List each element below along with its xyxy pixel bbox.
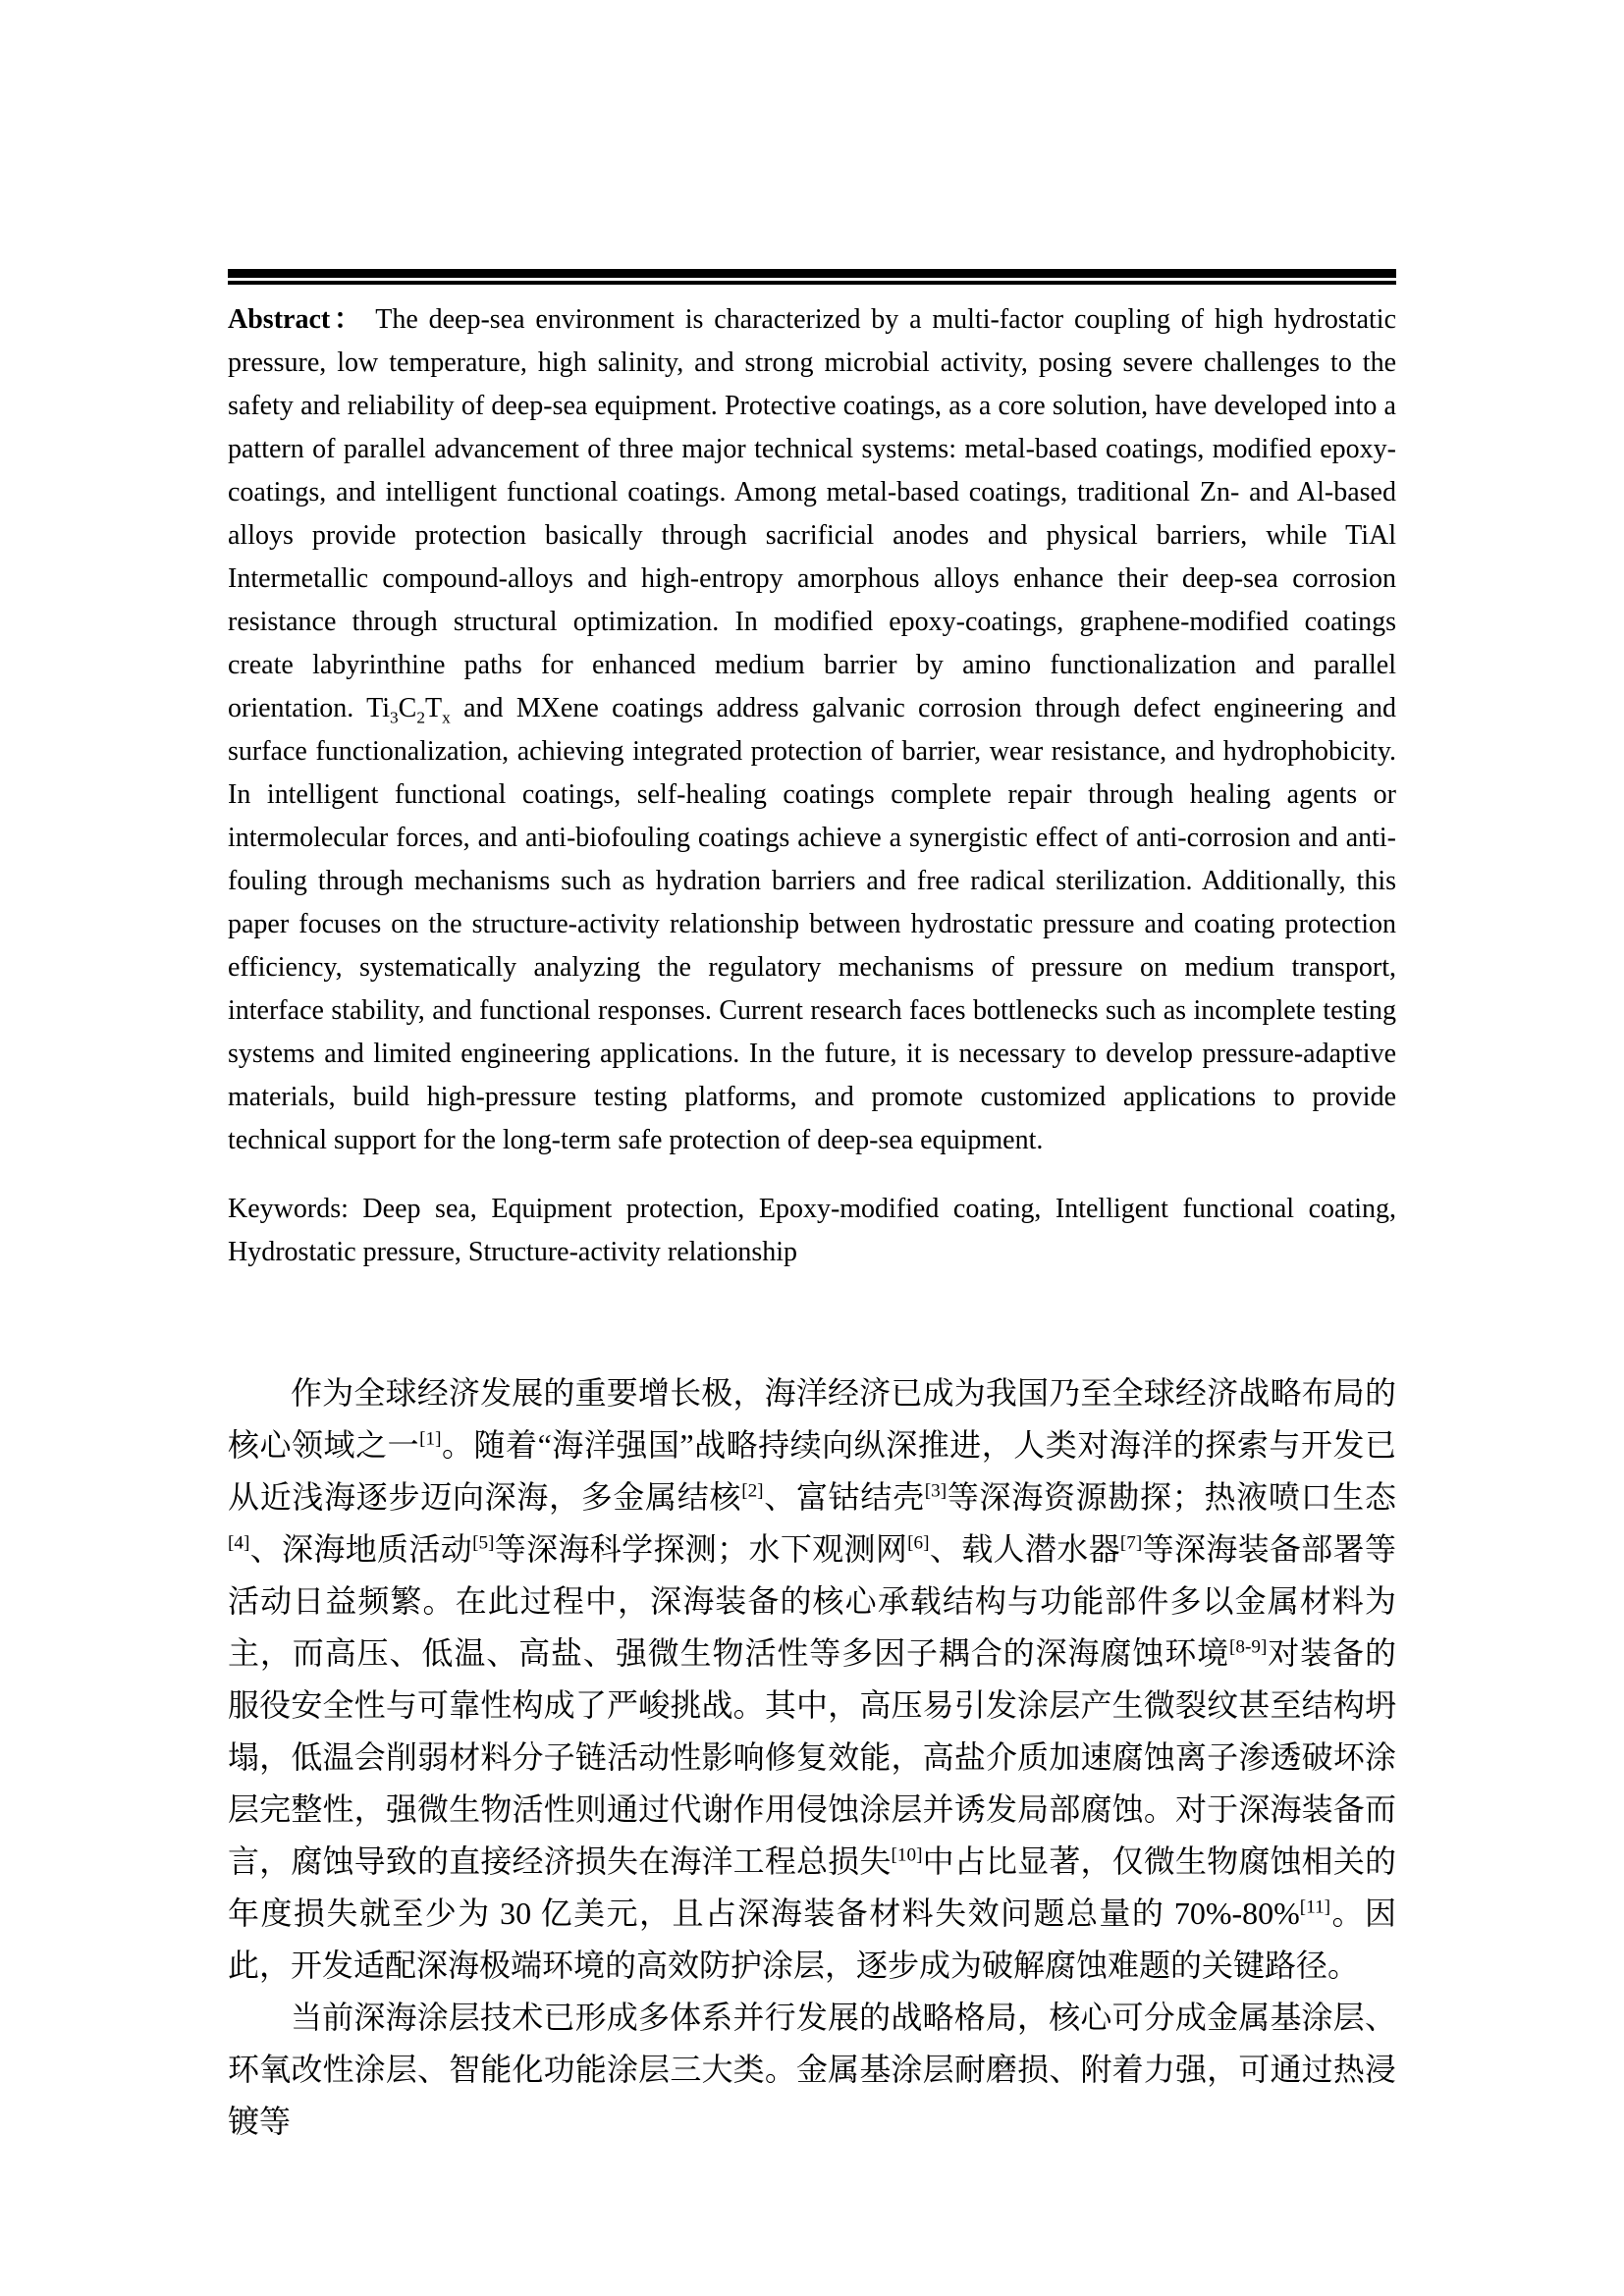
abstract-paragraph [228, 298, 1396, 1162]
header-rule [228, 269, 1396, 285]
citation-ref: [2] [741, 1480, 764, 1502]
chinese-body [228, 1367, 1396, 2148]
body-paragraph-1: 作为全球经济发展的重要增长极，海洋经济已成为我国乃至全球经济战略布局的核心领域之一[1]。随着“海洋强国”战略持续向纵深推进，人类对海洋的探索与开发已从近浅海逐步迈向深海，多金属结核[2]、富钴结壳[3]等深海资源勘探；热液喷口生态[4]、深海地质活动[5]等深海科学探测；水下观测网[6]、载人潜水器[7]等深海装备部署等活动日益频繁。在此过程中，深海装备的核心承载结构与功能部件多以金属材料为主，而高压、低温、高盐、强微生物活性等多因子耦合的深海腐蚀环境[8-9]对装备的服役安全性与可靠性构成了严峻挑战。其中，高压易引发涂层产生微裂纹甚至结构坍塌，低温会削弱材料分子链活动性影响修复效能，高盐介质加速腐蚀离子渗透破坏涂层完整性，强微生物活性则通过代谢作用侵蚀涂层并诱发局部腐蚀。对于深海装备而言，腐蚀导致的直接经济损失在海洋工程总损失[10]中占比显著，仅微生物腐蚀相关的年度损失就至少为 30 亿美元，且占深海装备材料失效问题总量的 70%-80%[11]。因此，开发适配深海极端环境的高效防护涂层，逐步成为破解腐蚀难题的关键路径。 [228, 1375, 1396, 1983]
citation-ref: [8-9] [1229, 1636, 1268, 1658]
content-column [228, 269, 1396, 2148]
body-paragraph-2: 当前深海涂层技术已形成多体系并行发展的战略格局，核心可分成金属基涂层、环氧改性涂层、智能化功能涂层三大类。金属基涂层耐磨损、附着力强，可通过热浸镀等 [228, 2000, 1396, 2139]
citation-ref: [1] [419, 1428, 442, 1450]
citation-ref: [7] [1119, 1532, 1143, 1554]
keywords-paragraph: Keywords: Deep sea, Equipment protection, Epoxy-modified coating, Intelligent functional coating, Hydrostatic pressure, Structure-activity relationship [228, 1194, 1396, 1267]
chemical-subscript: x [442, 708, 451, 727]
chemical-subscript: 3 [389, 708, 399, 727]
citation-ref: [4] [228, 1532, 250, 1554]
citation-ref: [11] [1299, 1896, 1331, 1918]
citation-ref: [6] [907, 1532, 930, 1554]
citation-ref: [10] [891, 1844, 923, 1866]
abstract-label: Abstract： [228, 304, 365, 335]
abstract-text: The deep-sea environment is characterized by a multi-factor coupling of high hydrostatic pressure, low temperature, high salinity, and strong microbial activity, posing severe challenges to the safety and reliability of deep-sea equipment. Protective coatings, as a core solution, have developed into a pattern of parallel advancement of three major technical systems: metal-based coatings, modified epoxy-coatings, and intelligent functional coatings. Among metal-based coatings, traditional Zn- and Al-based alloys provide protection basically through sacrificial anodes and physical barriers, while TiAl Intermetallic compound-alloys and high-entropy amorphous alloys enhance their deep-sea corrosion resistance through structural optimization. In modified epoxy-coatings, graphene-modified coatings create labyrinthine paths for enhanced medium barrier by amino functionalization and parallel orientation. $Ti_3C_2T_x$ and MXene coatings address galvanic corrosion through defect engineering and surface functionalization, achieving integrated protection of barrier, wear resistance, and hydrophobicity. In intelligent functional coatings, self-healing coatings complete repair through healing agents or intermolecular forces, and anti-biofouling coatings achieve a synergistic effect of anti-corrosion and anti-fouling through mechanisms such as hydration barriers and free radical sterilization. Additionally, this paper focuses on the structure-activity relationship between hydrostatic pressure and coating protection efficiency, systematically analyzing the regulatory mechanisms of pressure on medium transport, interface stability, and functional responses. Current research faces bottlenecks such as incomplete testing systems and limited engineering applications. In the future, it is necessary to develop pressure-adaptive materials, build high-pressure testing platforms, and promote customized applications to provide technical support for the long-term safe protection of deep-sea equipment. [228, 304, 1396, 1155]
citation-ref: [3] [924, 1480, 947, 1502]
chemical-subscript: 2 [416, 708, 426, 727]
citation-ref: [5] [472, 1532, 495, 1554]
